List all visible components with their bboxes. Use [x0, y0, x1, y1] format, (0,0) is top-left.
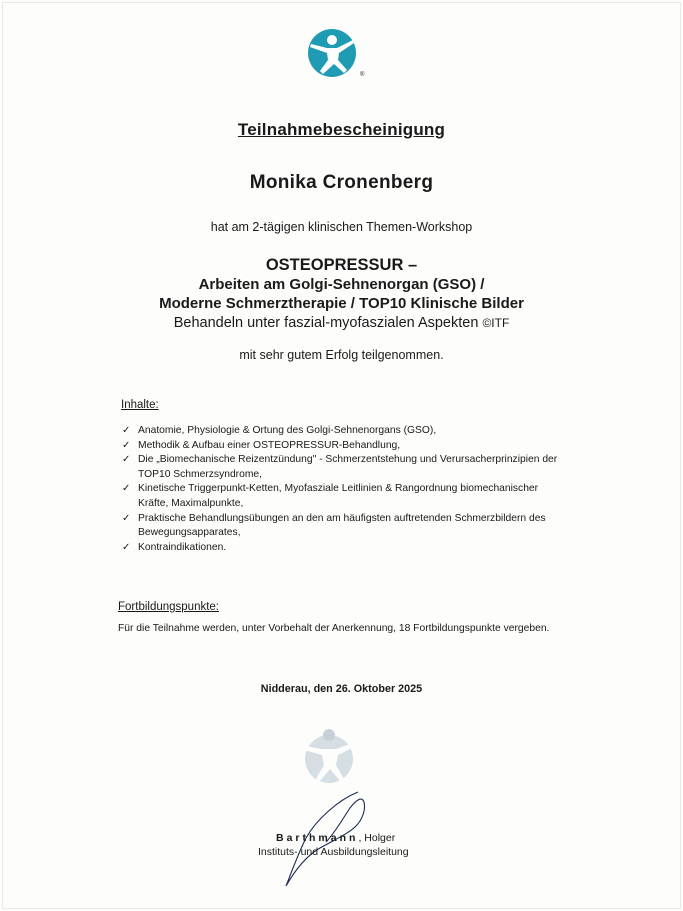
contents-item: [122, 512, 572, 541]
contents-item: [122, 453, 572, 482]
participant-name: Monika Cronenberg: [249, 172, 434, 193]
contents-item-text: TOP10 Schmerzsyndrome,: [138, 468, 262, 480]
course-title-line-1: OSTEOPRESSUR –: [265, 256, 418, 274]
contents-item-text: Kräfte, Maximalpunkte,: [138, 497, 244, 509]
contents-item: [122, 541, 572, 556]
points-text: Für die Teilnahme werden, unter Vorbehalt der Anerkennung, 18 Fortbildungspunkte vergeben.: [118, 623, 550, 634]
institute-logo-icon: [303, 26, 365, 82]
itf-mark: ©ITF: [482, 316, 510, 330]
contents-item-text: Anatomie, Physiologie & Ortung des Golgi-Sehnenorgans (GSO),: [138, 425, 437, 436]
contents-item-text: Die „Biomechanische Reizentzündung" - Schmerzentstehung und Verursacherprinzipien der: [138, 454, 558, 466]
certificate-title: Teilnahmebescheinigung: [237, 120, 446, 139]
checkmark-icon: ✓: [122, 425, 131, 436]
intro-text: hat am 2-tägigen klinischen Themen-Workshop: [210, 220, 473, 234]
contents-item: [122, 424, 572, 439]
contents-heading: Inhalte:: [121, 399, 159, 411]
registered-mark: ®: [360, 72, 365, 78]
checkmark-icon: ✓: [122, 483, 131, 495]
checkmark-icon: ✓: [122, 512, 131, 524]
result-text: mit sehr gutem Erfolg teilgenommen.: [239, 348, 444, 362]
signer-given-name: , Holger: [358, 832, 396, 844]
contents-item-text: Kinetische Triggerpunkt-Ketten, Myofasziale Leitlinien & Rangordnung biomechanischer: [138, 483, 539, 495]
checkmark-icon: ✓: [122, 541, 131, 553]
signer-name: [276, 832, 395, 844]
course-title-line-2: Arbeiten am Golgi-Sehnenorgan (GSO) /: [198, 276, 485, 293]
contents-item: [122, 439, 572, 454]
course-title-line-4: [0, 315, 683, 331]
course-title-line-3: Moderne Schmerztherapie / TOP10 Klinische Bilder: [159, 295, 524, 312]
signer-role: Instituts- und Ausbildungsleitung: [258, 846, 409, 858]
points-heading: Fortbildungspunkte:: [118, 601, 220, 613]
contents-item-text: Bewegungsapparates,: [138, 527, 241, 539]
signer-surname: Barthmann: [276, 832, 359, 844]
course-subtitle: Behandeln unter faszial-myofaszialen Aspekten: [173, 315, 479, 331]
checkmark-icon: ✓: [122, 454, 131, 466]
contents-list: [122, 424, 572, 555]
contents-item: [122, 482, 572, 511]
place-date: Nidderau, den 26. Oktober 2025: [260, 683, 423, 695]
contents-item-text: Methodik & Aufbau einer OSTEOPRESSUR-Behandlung,: [138, 439, 401, 451]
contents-item-text: Kontraindikationen.: [138, 541, 227, 553]
contents-item-text: Praktische Behandlungsübungen an den am häufigsten auftretenden Schmerzbildern des: [138, 512, 546, 524]
checkmark-icon: ✓: [122, 439, 131, 451]
